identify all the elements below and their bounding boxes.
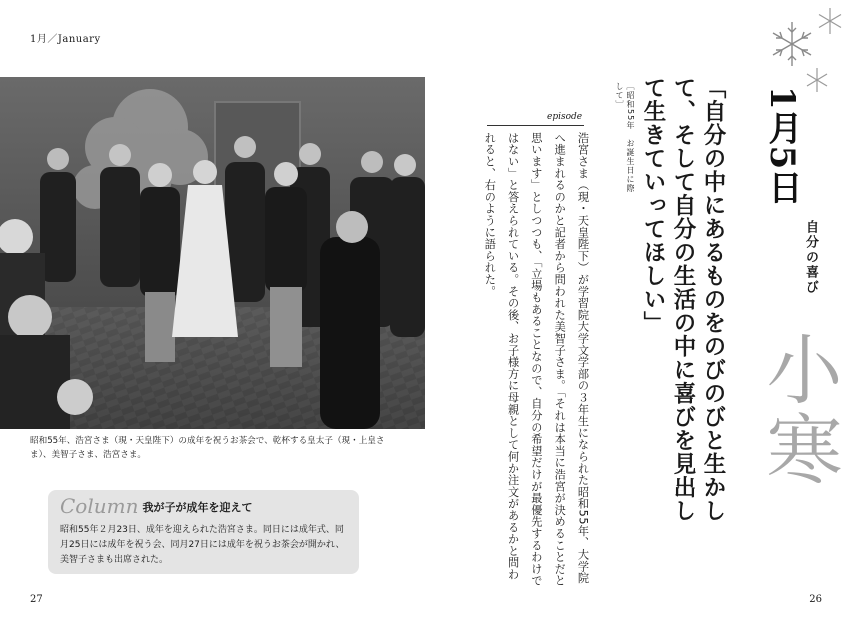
episode-label: episode: [547, 112, 583, 122]
photo-caption: 昭和55年、浩宮さま（現・天皇陛下）の成年を祝うお茶会で、乾杯する皇太子（現・上皇さま）、美智子さま、浩宮さま。: [30, 436, 385, 460]
column-body: 昭和55年２月23日、成年を迎えられた浩宮さま。同日には成年式、同月25日には成年を祝う会、同月27日には成年を祝うお茶会が開かれ、美智子さまも出席された。: [60, 525, 345, 565]
historical-photo: [0, 77, 425, 429]
quote-source: ［昭和55年 お誕生日に際して］: [615, 82, 635, 194]
running-head: 1月／January: [30, 34, 101, 45]
main-quote: 「自分の中にあるものをのびのびと生かして、そして自分の生活の中に喜びを見出して生きていってほしい」: [640, 76, 726, 523]
seasonal-term: 小寒: [754, 330, 843, 490]
snowflake-icon-lower: [803, 66, 831, 94]
page-number-right: 26: [809, 594, 822, 605]
date-subtitle: 自分の喜び: [803, 220, 818, 295]
snowflake-icon-small: [815, 6, 845, 36]
date-heading: 1月5日: [762, 86, 802, 206]
column-box: [48, 490, 359, 574]
page-number-left: 27: [30, 594, 43, 605]
snowflake-icon: [768, 20, 816, 68]
episode-divider: [487, 125, 584, 126]
episode-text: 浩宮さま（現・天皇陛下）が学習院大学文学部の３年生になられた昭和55年、大学院へ進まれるのかと記者から問われた美智子さま。「それは本当に浩宮が決めることだと思います」としつつも、「立場もあることなので、自分の希望だけが最優先するわけではない」と答えられている。その後、お子様方に母親として何か注文があるかと問われると、右のように語られた。: [483, 132, 590, 587]
column-title: 我が子が成年を迎えて: [142, 501, 253, 514]
column-header: [60, 494, 252, 518]
column-label: Column: [60, 494, 139, 518]
